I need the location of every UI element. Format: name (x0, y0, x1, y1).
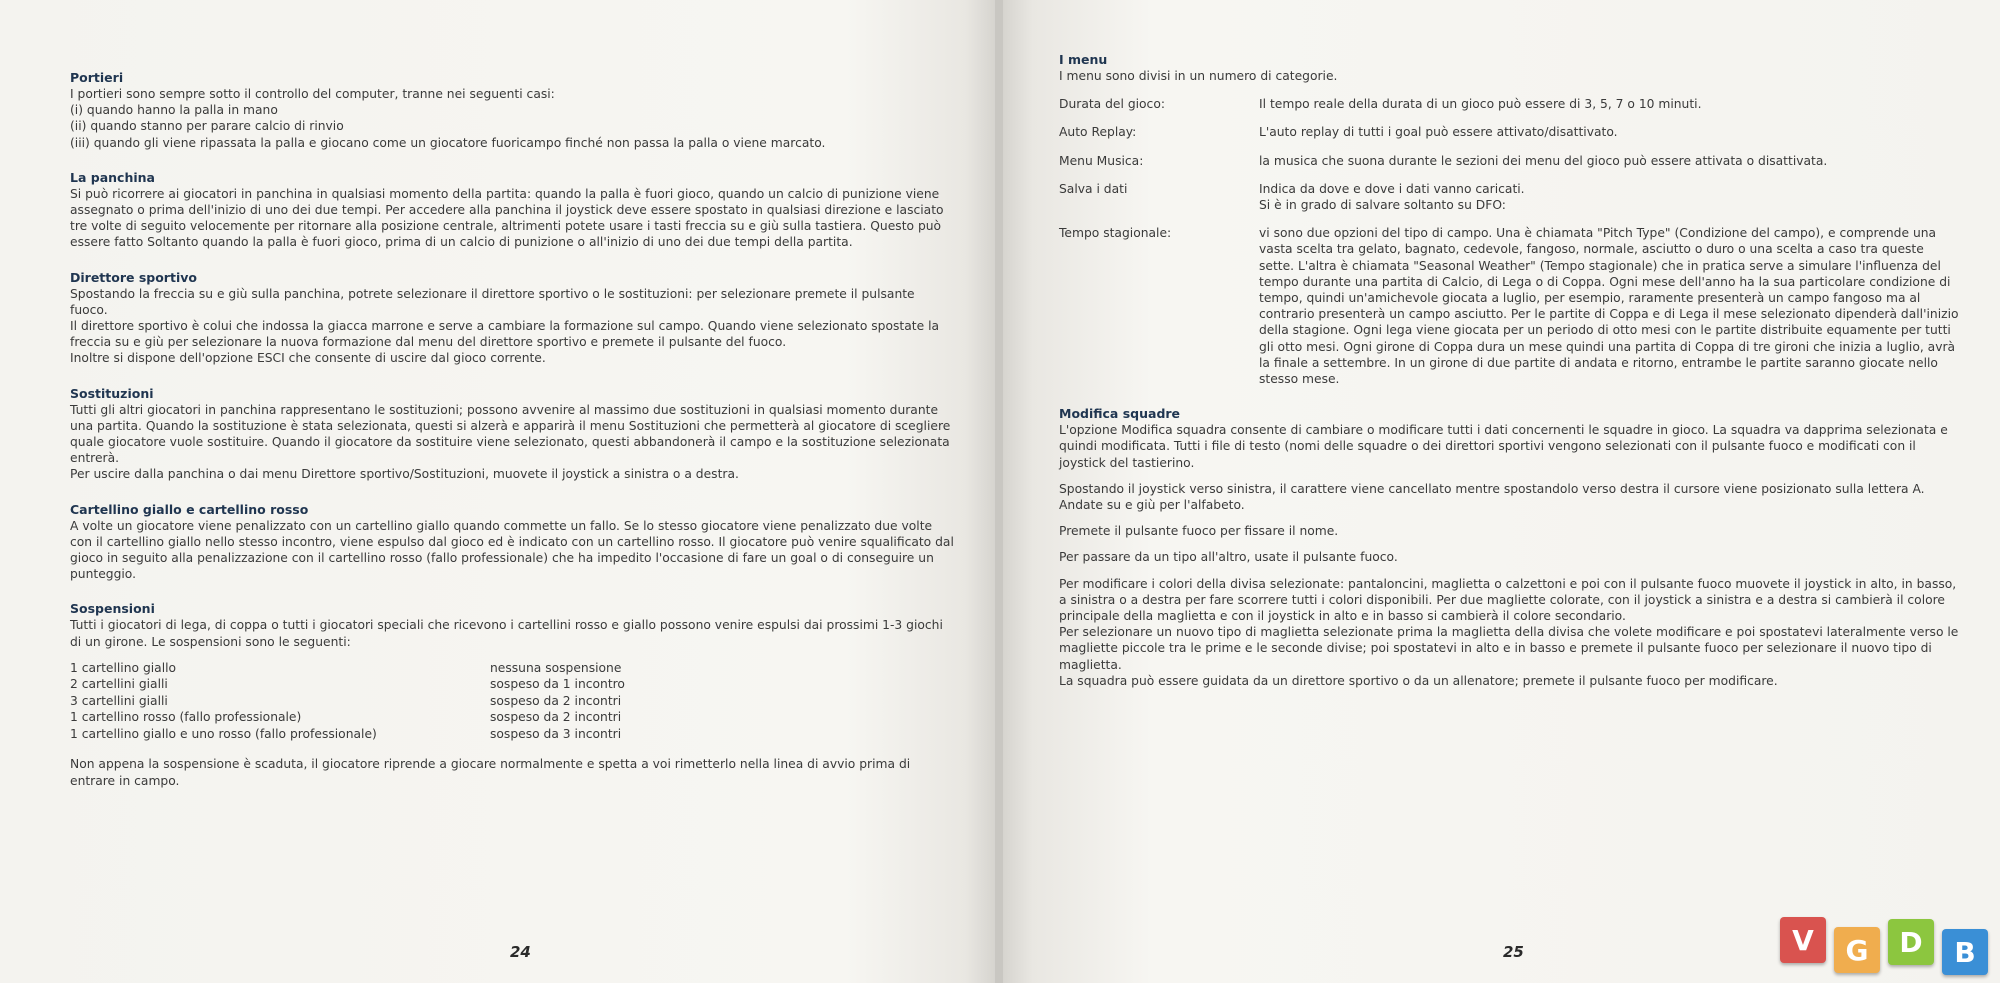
suspension-row (70, 676, 625, 693)
result-cell: sospeso da 2 incontri (490, 693, 622, 708)
section-paragraph: Non appena la sospensione è scaduta, il giocatore riprende a giocare normalmente e spetta a voi rimetterlo nella linea di avvio prima di entrare in campo. (70, 757, 911, 788)
section-title: Sostituzioni (70, 385, 154, 401)
suspension-row (70, 660, 625, 677)
menu-item-term: Tempo stagionale: (1059, 226, 1172, 241)
section-title: La panchina (70, 169, 155, 185)
page-number-right: 25 (1503, 943, 1524, 961)
menu-item-definition (1259, 225, 1960, 387)
section-paragraph: (ii) quando stanno per parare calcio di rinvio (70, 119, 344, 134)
section-paragraph: Tutti i giocatori di lega, di coppa o tutti i giocatori speciali che ricevono i cartellini rosso e giallo possono venire espulsi dai prossimi 1-3 giochi di un girone. Le sospensioni sono le seguenti: (70, 618, 943, 649)
definition-line: L'auto replay di tutti i goal può essere attivato/disattivato. (1259, 125, 1618, 140)
section-direttore-sportivo (70, 270, 955, 367)
result-cell: sospeso da 1 incontro (490, 677, 625, 692)
logo-tile-d: D (1888, 919, 1934, 965)
section-title: I menu (1059, 52, 1108, 67)
menu-item-definition (1259, 181, 1960, 213)
result-cell: sospeso da 3 incontri (490, 726, 622, 741)
section-paragraph: La squadra può essere guidata da un direttore sportivo o da un allenatore; premete il pulsante fuoco per modificare. (1059, 673, 1778, 688)
menu-item-term: Menu Musica: (1059, 153, 1144, 168)
section-paragraph: A volte un giocatore viene penalizzato con un cartellino giallo quando commette un fallo. Se lo stesso giocatore viene penalizzato due volte con il cartellino giallo nello stesso incontro, viene espulso dal gioco ed è indicato con un cartellino rosso. Il giocatore può venire squalificato dal gioco in seguito alla penalizzazione con il cartellino rosso (fallo professionale) che ha impedito l'occasione di fare un goal o di conseguire un punteggio. (70, 518, 954, 582)
section-paragraph: Tutti gli altri giocatori in panchina rappresentano le sostituzioni; possono avvenire al massimo due sostituzioni in qualsiasi momento durante una partita. Quando la sostituzione è stata selezionata, questi si alzerà e apparirà il menu Sostituzioni che permetterà al giocatore di scegliere quale giocatore vuole sostituire. Quando il giocatore da sostituire viene selezionato, questi abbandonerà il campo e la sostituzione selezionata entrerà. (70, 402, 951, 466)
menu-item (1059, 153, 1960, 169)
section-menu (1059, 52, 1960, 387)
menu-item (1059, 96, 1960, 112)
menu-item (1059, 124, 1960, 140)
book-gutter (995, 0, 1003, 983)
menu-item-term: Auto Replay: (1059, 125, 1137, 140)
left-sections (70, 70, 955, 582)
section-title: Modifica squadre (1059, 406, 1181, 422)
paragraph-gap (1059, 566, 1960, 576)
card-cell: 1 cartellino rosso (fallo professionale) (70, 710, 302, 725)
modifica-paragraphs (1059, 422, 1960, 689)
logo-tile-g: G (1834, 927, 1880, 973)
result-cell: sospeso da 2 incontri (490, 710, 622, 725)
section-paragraph: Spostando la freccia su e giù sulla panchina, potrete selezionare il direttore sportivo o le sostituzioni: per selezionare premete il pulsante fuoco. (70, 286, 915, 317)
paragraph-gap (1059, 539, 1960, 549)
menu-item (1059, 181, 1960, 213)
section-paragraph: L'opzione Modifica squadra consente di cambiare o modificare tutti i dati concernenti le squadre in gioco. La squadra va dapprima selezionata e quindi modificata. Tutti i file di testo (nomi delle squadre o dei direttori sportivi vengono selezionati con il pulsante fuoco e modificati con il joystick del tastierino. (1059, 423, 1948, 470)
section-cartellino-giallo-e-cartellino-rosso (70, 502, 955, 583)
logo-tile-v: V (1780, 917, 1826, 963)
left-page (0, 0, 995, 983)
section-paragraph: (i) quando hanno la palla in mano (70, 103, 278, 118)
definition-line: Indica da dove e dove i dati vanno caricati. (1259, 181, 1525, 196)
section-sostituzioni (70, 386, 955, 483)
right-page (1003, 0, 2000, 983)
menu-item-definition (1259, 153, 1960, 169)
section-paragraph: Per passare da un tipo all'altro, usate il pulsante fuoco. (1059, 550, 1398, 565)
menu-items (1059, 96, 1960, 387)
suspension-table (70, 660, 625, 743)
page-number-left: 24 (510, 943, 531, 961)
section-paragraph: Premete il pulsante fuoco per fissare il nome. (1059, 524, 1339, 539)
suspension-row (70, 693, 625, 710)
section-paragraph: Per selezionare un nuovo tipo di maglietta selezionate prima la maglietta della divisa che volete modificare e poi spostatevi lateralmente verso le magliette piccole tra le prime e le seconde divise; poi spostatevi in alto e in basso e premete il pulsante fuoco per selezionare il nuovo tipo di maglietta. (1059, 625, 1959, 672)
logo-tile-b: B (1942, 929, 1988, 975)
section-paragraph: Si può ricorrere ai giocatori in panchina in qualsiasi momento della partita: quando la palla è fuori gioco, quando un calcio di punizione viene assegnato o prima dell'inizio di uno dei due tempi. Per accedere alla panchina il joystick deve essere spostato in qualsiasi direzione e lasciato tre volte di seguito velocemente per ritornare alla posizione centrale, altrimenti potete usare i tasti freccia su e giù sulla tastiera. Questo può essere fatto Soltanto quando la palla è fuori gioco, prima di un calcio di punizione o all'inizio di uno dei due tempi della partita. (70, 186, 944, 250)
section-portieri (70, 70, 955, 151)
card-cell: 3 cartellini gialli (70, 693, 168, 708)
section-title: Direttore sportivo (70, 269, 197, 285)
section-modifica-squadre (1059, 406, 1960, 689)
card-cell: 2 cartellini gialli (70, 677, 168, 692)
section-paragraph: Il direttore sportivo è colui che indossa la giacca marrone e serve a cambiare la formazione sul campo. Quando viene selezionato spostate la freccia su e giù per selezionare la nuova formazione dal menu del direttore sportivo e premete il pulsante del fuoco. (70, 319, 940, 350)
definition-line: Il tempo reale della durata di un gioco può essere di 3, 5, 7 o 10 minuti. (1259, 97, 1702, 112)
suspension-row (70, 709, 625, 726)
menu-item-term: Durata del gioco: (1059, 97, 1165, 112)
section-paragraph: (iii) quando gli viene ripassata la palla e giocano come un giocatore fuoricampo finché non passa la palla o viene marcato. (70, 135, 826, 150)
section-title: Portieri (70, 70, 124, 85)
section-paragraph: Per modificare i colori della divisa selezionate: pantaloncini, maglietta o calzettoni e poi con il pulsante fuoco muovete il joystick in alto, in basso, a sinistra o a destra per fare scorrere tutti i colori disponibili. Per due magliette colorate, con il joystick a sinistra e a destra si cambierà il colore principale della maglietta e con il joystick in alto e in basso si cambierà il colore secondario. (1059, 576, 1957, 624)
section-title: Sospensioni (70, 601, 155, 617)
paragraph-gap (1059, 513, 1960, 523)
card-cell: 1 cartellino giallo (70, 660, 177, 675)
section-sospensioni (70, 601, 955, 788)
section-paragraph: I portieri sono sempre sotto il controllo del computer, tranne nei seguenti casi: (70, 87, 555, 101)
section-title: Cartellino giallo e cartellino rosso (70, 501, 309, 517)
definition-line: Si è in grado di salvare soltanto su DFO: (1259, 198, 1506, 213)
menu-item (1059, 225, 1960, 387)
definition-line: la musica che suona durante le sezioni dei menu del gioco può essere attivata o disattivata. (1259, 153, 1828, 168)
menu-item-definition (1259, 96, 1960, 112)
section-la-panchina (70, 170, 955, 251)
result-cell: nessuna sospensione (490, 660, 622, 675)
section-paragraph: Per uscire dalla panchina o dai menu Direttore sportivo/Sostituzioni, muovete il joystick a sinistra o a destra. (70, 467, 739, 482)
vgdb-logo (1780, 923, 1988, 969)
menu-item-definition (1259, 124, 1960, 140)
paragraph-gap (1059, 471, 1960, 481)
suspension-row (70, 726, 625, 743)
definition-line: vi sono due opzioni del tipo di campo. Una è chiamata "Pitch Type" (Condizione del campo), e comprende una vasta scelta tra gelato, bagnato, cedevole, fangoso, normale, asciutto o duro o una scelta a caso tra queste sette. L'altra è chiamata "Seasonal Weather" (Tempo stagionale) che in pratica serve a simulare l'influenza del tempo durante una partita di Calcio, di Lega o di Coppa. Ogni mese dell'anno ha la sua particolare condizione di tempo, quindi un'amichevole giocata a luglio, per esempio, raramente presenterà un campo fangoso ma al contrario presenterà un campo asciutto. Per le partite di Coppa e di Lega il mese selezionato dipenderà dall'inizio della stagione. Ogni lega viene giocata per un periodo di otto mesi con le partite distribuite equamente per tutti gli otto mesi. Ogni girone di Coppa dura un mese quindi una partita di Coppa di tre gironi che inizia a luglio, avrà la finale a settembre. In un girone di due partite di andata e ritorno, entrambe le partite saranno giocate nello stesso mese. (1259, 226, 1959, 387)
section-paragraph: Spostando il joystick verso sinistra, il carattere viene cancellato mentre spostandolo verso destra il cursore viene posizionato sulla lettera A. Andate su e giù per l'alfabeto. (1059, 481, 1925, 513)
section-paragraph: Inoltre si dispone dell'opzione ESCI che consente di uscire dal gioco corrente. (70, 351, 546, 366)
card-cell: 1 cartellino giallo e uno rosso (fallo professionale) (70, 726, 377, 741)
menu-item-term: Salva i dati (1059, 181, 1128, 196)
section-paragraph: I menu sono divisi in un numero di categorie. (1059, 69, 1338, 83)
